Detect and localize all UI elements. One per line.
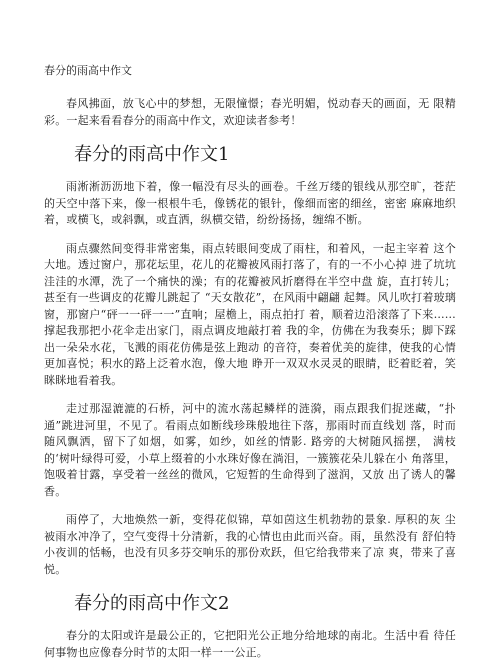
section-2-paragraph-1: 春分的太阳或许是最公正的，它把阳光公正地分给地球的南北。生活中看 待任何事物也应像春分时节的太阳一样一一公正。 [44,629,456,659]
intro-paragraph: 春风拂面，放飞心中的梦想，无限憧憬；春光明媚，悦动春天的画面，无 限精彩。一起来看看春分的雨高中作文，欢迎读者参考！ [44,97,456,127]
document-body [44,96,456,661]
section-1-paragraph-1: 雨淅淅沥沥地下着，像一幅没有尽头的画卷。千丝万缕的银线从那空旷，苍茫的天空中落下来，像一根根牛毛，像锈花的银针，像细而密的细丝，密密 麻麻地织着，或横飞，或斜飘，或直洒，纵横交错，纷纷扬扬，缠绵不断。 [44,180,456,226]
section-1-paragraph-3: 走过那湿漉漉的石桥，河中的流水荡起鳞样的涟漪，雨点跟我们捉迷藏，“扑通”跳进河里，不见了。看雨点如断线珍珠般地往下落，那雨时而直线划 落，时而随风飘洒，留下了如烟，如雾，如纱，如丝的情影. 路旁的大树随风摇摆， 满枝的‘树叶绿得可爱，小草上缀着的小水珠好像在淌泪，一簇簇花朵儿躲在小 角落里，饱吸着甘露，享受着一丝丝的微风，它短暂的生命得到了滋润，又放 出了诱人的馨香。 [44,402,456,498]
section-1-paragraph-4: 雨停了，大地焕然一新，变得花似锦，草如茵这生机勃勃的景象. 厚积的灰 尘被雨水冲净了，空气变得十分清新，我的心情也由此而兴奋。雨，虽然没有 舒伯特小夜训的恬畅，也没有贝多芬交响乐的那份欢跃，但它给我带来了凉 爽，带来了喜悦。 [44,513,456,576]
section-heading-2: 春分的雨高中作文2 [74,593,230,614]
section-1-paragraph-2: 雨点骤然间变得非常密集，雨点转眼间变成了雨柱，和着风，一起主宰着 这个大地。透过窗户，那花坛里，花儿的花瓣被风雨打落了，有的一不小心掉 进了坑坑洼洼的水潭，洗了一个痛快的澡；有的花瓣被风折磨得在半空中盘 旋，直打转儿；甚至有一些调皮的花瓣儿跳起了 “天女散花”，在风雨中翩翩 起舞。风儿吹打着玻璃窗，那窗户“砰一一砰一一”直响；屋檐上，雨点拍打 着，顺着边沿滚落了下来……撑起我那把小花伞走出家门，雨点调皮地敲打着 我的伞，仿佛在为我奏乐；脚下踩出一朵朵水花，飞溅的雨花仿佛是弦上跑动 的音符，奏着优美的旋律，使我的心情更加喜悦；积水的路上泛着水泡，像大地 睁开一双双水灵灵的眼睛，眨着眨着，笑眯眯地看着我。 [44,241,456,387]
document-title: 春分的雨高中作文 [44,64,132,77]
section-heading-1: 春分的雨高中作文1 [74,144,230,165]
